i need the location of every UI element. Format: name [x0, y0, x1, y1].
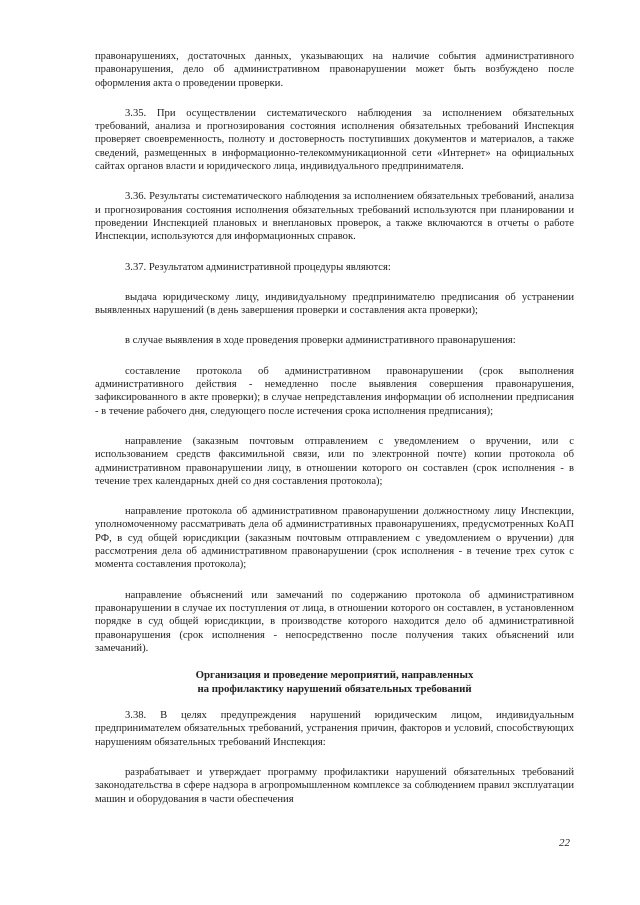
list-item-send-explanations: направление объяснений или замечаний по содержанию протокола об административном правонарушении в случае их поступления от лица, в отношении которого он составлен, в установленном порядке в суд общей юрисдикции, в производстве которого находится дело об административной правонарушения (срок исполнения - непосредственно после получения таких объяснений или замечаний).: [95, 589, 574, 654]
list-item-violation-detected: в случае выявления в ходе проведения проверки административного правонарушения:: [125, 335, 516, 347]
list-item-compose-protocol: составление протокола об административном правонарушении (срок выполнения административного действия - немедленно после выявления совершения правонарушения, зафиксированного в акте проверки); в случае непредставления информации об исполнении предписания - в течение рабочего дня, следующего после истечения срока исполнения предписания);: [95, 365, 574, 417]
paragraph-3-35: 3.35. При осуществлении систематического наблюдения за исполнением обязательных требований, анализа и прогнозирования состояния исполнения обязательных требований Инспекция проверяет своевременность, полноту и достоверность поступивших документов и материалов, а также сведений, размещенных в информационно-телекоммуникационной сети «Интернет» на официальных сайтах органов власти и юридического лица, индивидуального предпринимателя.: [95, 107, 574, 173]
section-heading-line-2: на профилактику нарушений обязательных требований: [197, 683, 472, 696]
list-item-send-copy: направление (заказным почтовым отправлением с уведомлением о вручении, или с использованием средств факсимильной связи, или по электронной почте) копии протокола об административном правонарушении лицу, в отношении которого он составлен (срок исполнения - в течение трех календарных дней со дня составления протокола);: [95, 435, 574, 487]
list-item-issue-order: выдача юридическому лицу, индивидуальному предпринимателю предписания об устранении выявленных нарушений (в день завершения проверки и составления акта проверки);: [95, 291, 574, 317]
list-item-send-protocol: направление протокола об административном правонарушении должностному лицу Инспекции, уполномоченному рассматривать дела об административных правонарушениях, предусмотренных КоАП РФ, в суд общей юрисдикции (заказным почтовым отправлением с уведомлением о вручении) для рассмотрения дела об административном правонарушении (срок исполнения - в течение трех суток с момента составления протокола);: [95, 506, 574, 571]
paragraph-continuation: правонарушениях, достаточных данных, указывающих на наличие события административного правонарушения, дело об административном правонарушении может быть возбуждено после оформления акта о проведении проверки.: [95, 51, 574, 89]
paragraph-3-38: 3.38. В целях предупреждения нарушений юридическим лицом, индивидуальным предпринимателем обязательных требований, устранения причин, факторов и условий, способствующих нарушениям обязательных требований Инспекция:: [95, 710, 574, 748]
paragraph-3-37: 3.37. Результатом административной процедуры являются:: [125, 261, 391, 273]
section-heading: [95, 668, 574, 696]
list-item-prevention-program: разрабатывает и утверждает программу профилактики нарушений обязательных требований законодательства в сфере надзора в агропромышленном комплексе за соблюдением правил эксплуатации машин и оборудования в части обеспечения: [95, 766, 574, 805]
section-heading-line-1: Организация и проведение мероприятий, направленных: [195, 669, 474, 682]
paragraph-3-36: 3.36. Результаты систематического наблюдения за исполнением обязательных требований, анализа и прогнозирования состояния исполнения обязательных требований используются при планировании и проведении Инспекцией плановых и внеплановых проверок, а также включаются в отчеты о работе Инспекции, используются для информационных справок.: [95, 191, 574, 243]
page-number: 22: [559, 837, 570, 849]
